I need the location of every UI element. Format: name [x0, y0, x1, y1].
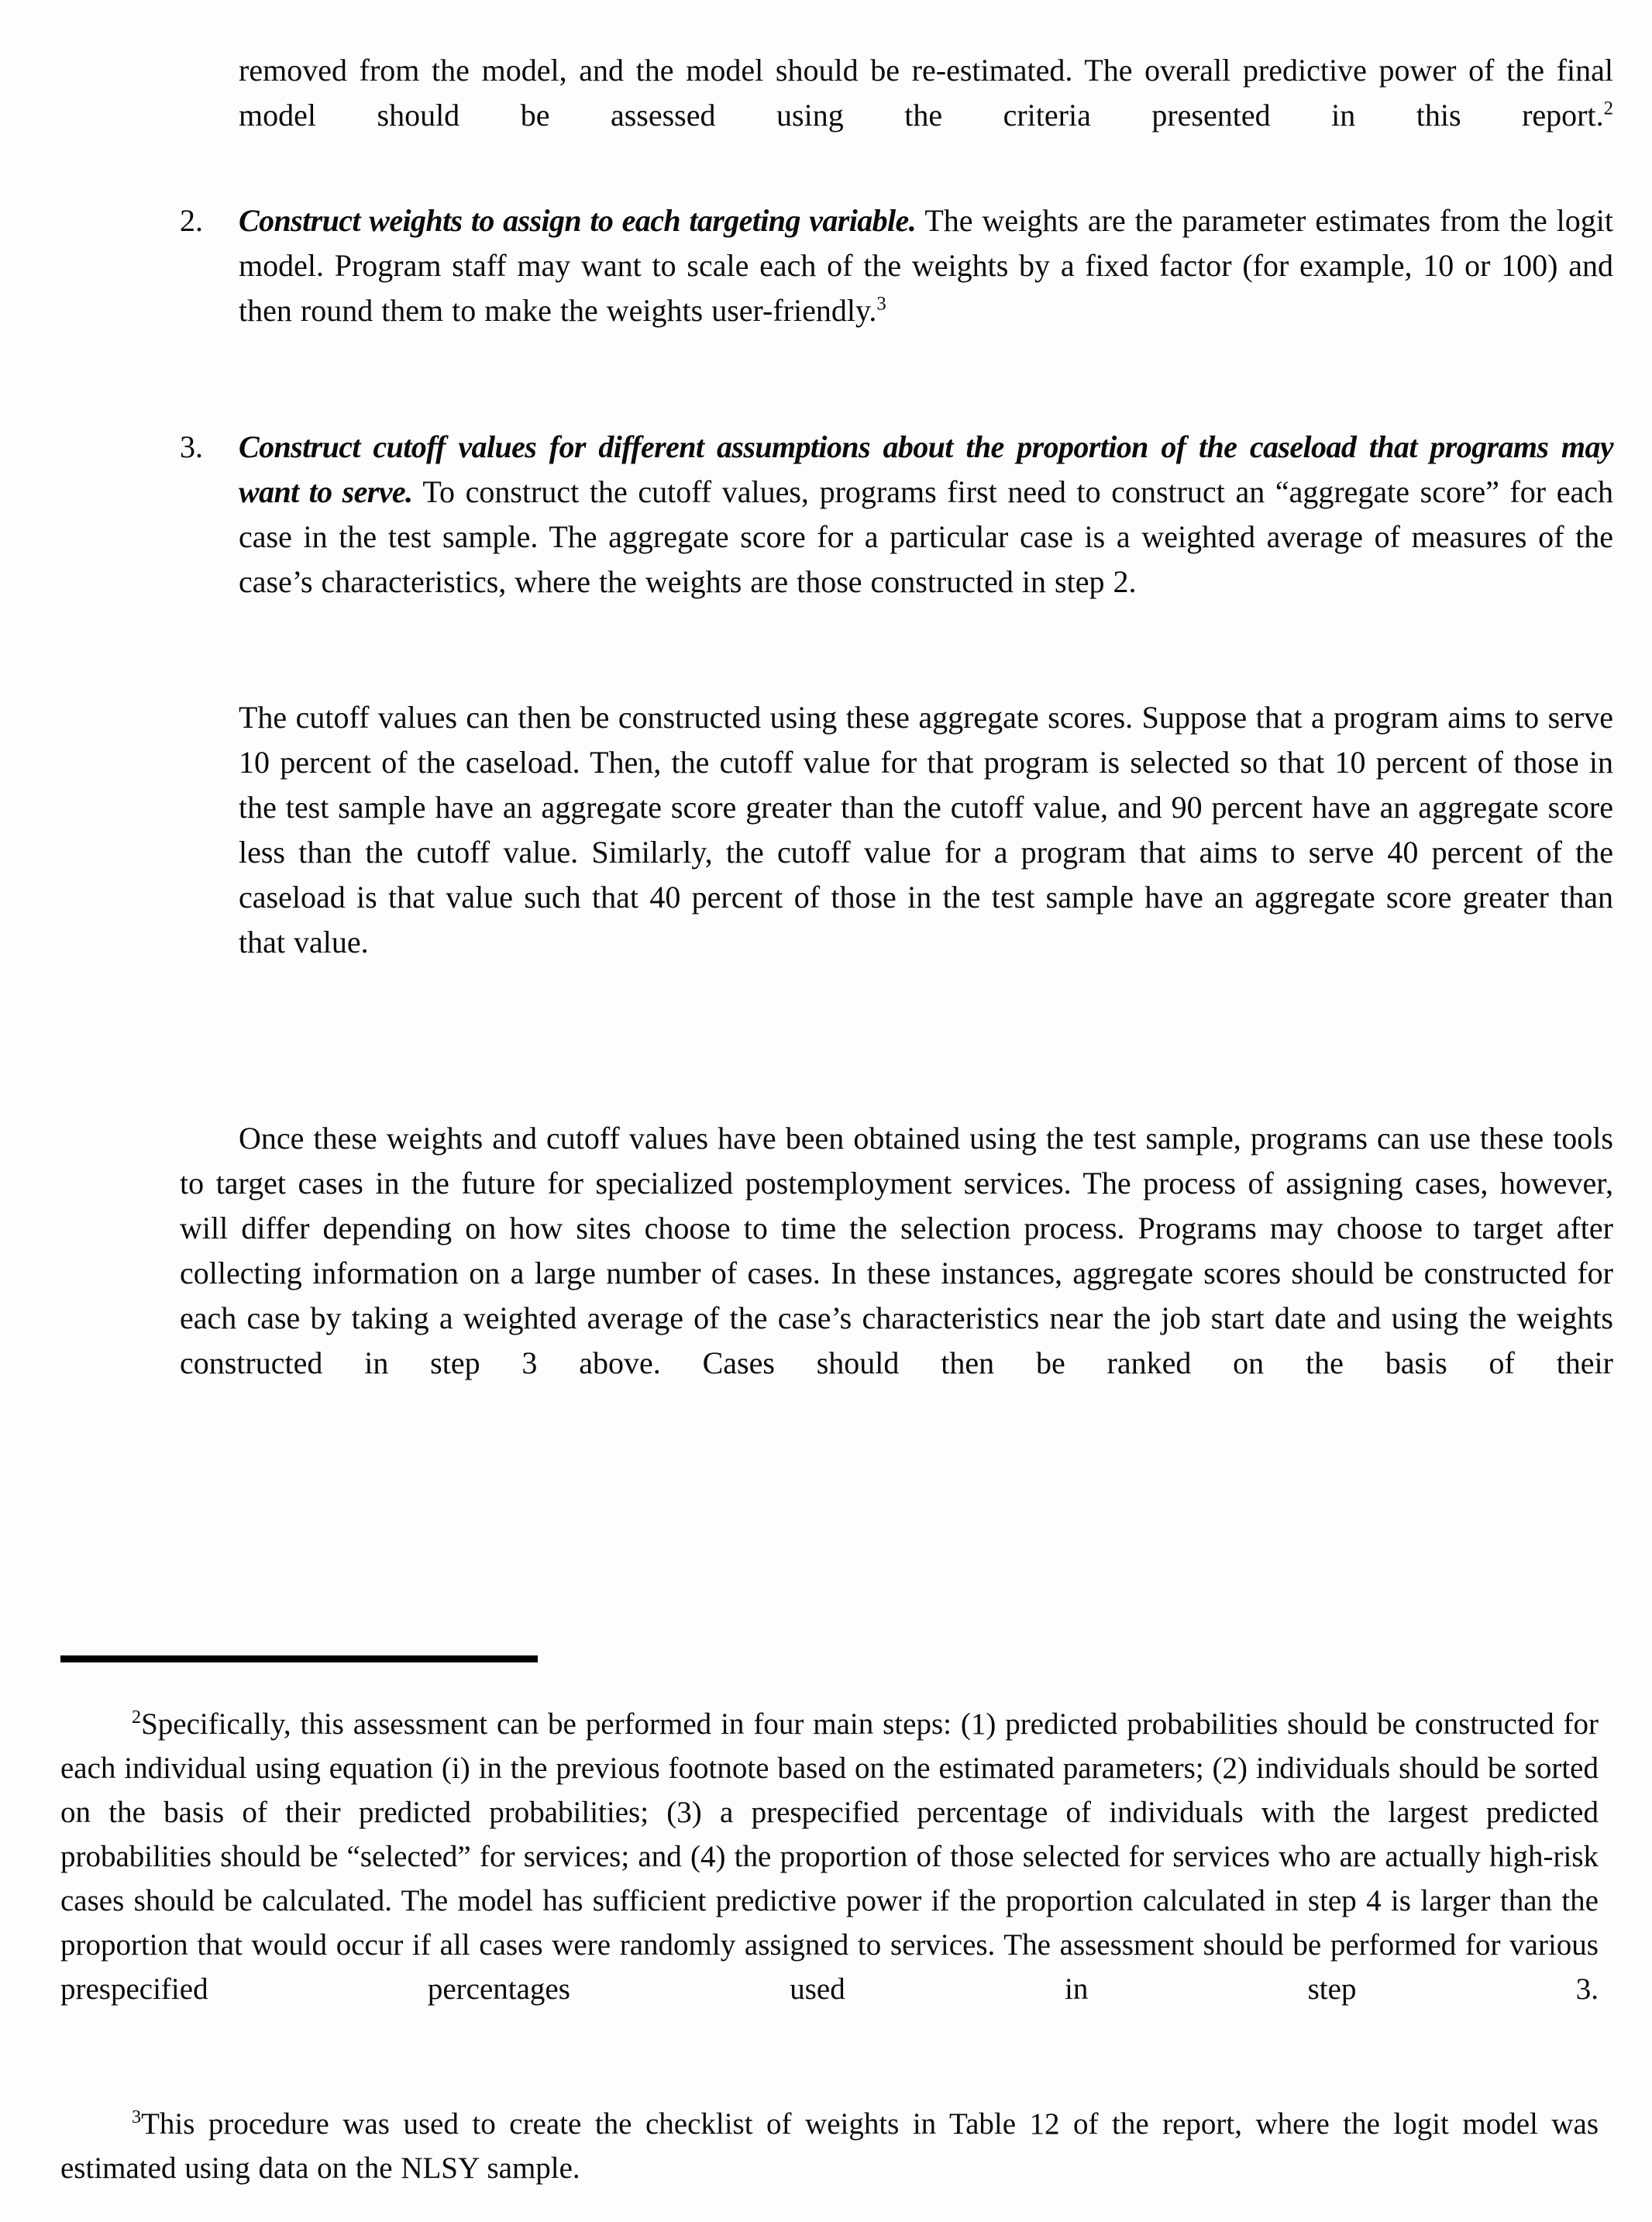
footnote-separator-rule: [60, 1655, 538, 1662]
once-weights-paragraph: Once these weights and cutoff values have been obtained using the test sample, programs can use these tools to target cases in the future for specialized postemployment services. The process of assigning cases, however, will differ depending on how sites choose to time the selection process. Programs may choose to target after collecting information on a large number of cases. In these instances, aggregate scores should be constructed for each case by taking a weighted average of the case’s characteristics near the job start date and using the weights constructed in step 3 above. Cases should then be ranked on the basis of their: [180, 1121, 1613, 1380]
footnote-ref-3: 3: [876, 293, 886, 315]
footnote-3: [60, 2102, 1599, 2190]
list-item-3-text: To construct the cutoff values, programs first need to construct an “aggregate score” for each case in the test sample. The aggregate score for a particular case is a weighted average of measures of the case’s characteristics, where the weights are those constructed in step 2.: [239, 474, 1613, 599]
list-item-3-body: [239, 425, 1613, 605]
footnote-2: [60, 1702, 1599, 2011]
list-item-2-number: 2.: [180, 203, 203, 238]
footnote-2-text: Specifically, this assessment can be performed in four main steps: (1) predicted probabilities should be constructed for each individual using equation (i) in the previous footnote based on the estimated parameters; (2) individuals should be sorted on the basis of their predicted probabilities; (3) a prespecified percentage of individuals with the largest predicted probabilities should be “selected” for services; and (4) the proportion of those selected for services who are actually high-risk cases should be calculated. The model has sufficient predictive power if the proportion calculated in step 4 is larger than the proportion that would occur if all cases were randomly assigned to services. The assessment should be performed for various prespecified percentages used in step 3.: [60, 1707, 1599, 2006]
continued-paragraph: [239, 48, 1613, 138]
list-item-2-lead: Construct weights to assign to each targeting variable.: [239, 203, 917, 238]
list-item-3-lead: Construct cutoff values for different assumptions about the proportion of the caseload that programs may want to serve.: [239, 429, 1613, 509]
list-item-3: [180, 425, 1613, 605]
list-item-3-number: 3.: [180, 429, 203, 464]
list-item-2: [180, 198, 1613, 333]
footnote-3-text: This procedure was used to create the checklist of weights in Table 12 of the report, where the logit model was estimated using data on the NLSY sample.: [60, 2107, 1599, 2185]
footnote-3-marker: 3: [132, 2107, 142, 2127]
list-item-2-body: [239, 198, 1613, 333]
footnote-ref-2: 2: [1603, 98, 1613, 119]
footnote-2-marker: 2: [132, 1707, 142, 1728]
cutoff-values-paragraph: The cutoff values can then be constructed using these aggregate scores. Suppose that a program aims to serve 10 percent of the caseload. Then, the cutoff value for that program is selected so that 10 percent of those in the test sample have an aggregate score greater than the cutoff value, and 90 percent have an aggregate score less than the cutoff value. Similarly, the cutoff value for a program that aims to serve 40 percent of the caseload is that value such that 40 percent of those in the test sample have an aggregate score greater than that value.: [239, 700, 1613, 959]
continued-paragraph-text: removed from the model, and the model should be re-estimated. The overall predictive power of the final model should be assessed using the criteria presented in this report.: [239, 53, 1613, 133]
list-item-2-text: The weights are the parameter estimates from the logit model. Program staff may want to scale each of the weights by a fixed factor (for example, 10 or 100) and then round them to make the weights user-friendly.: [239, 203, 1613, 328]
